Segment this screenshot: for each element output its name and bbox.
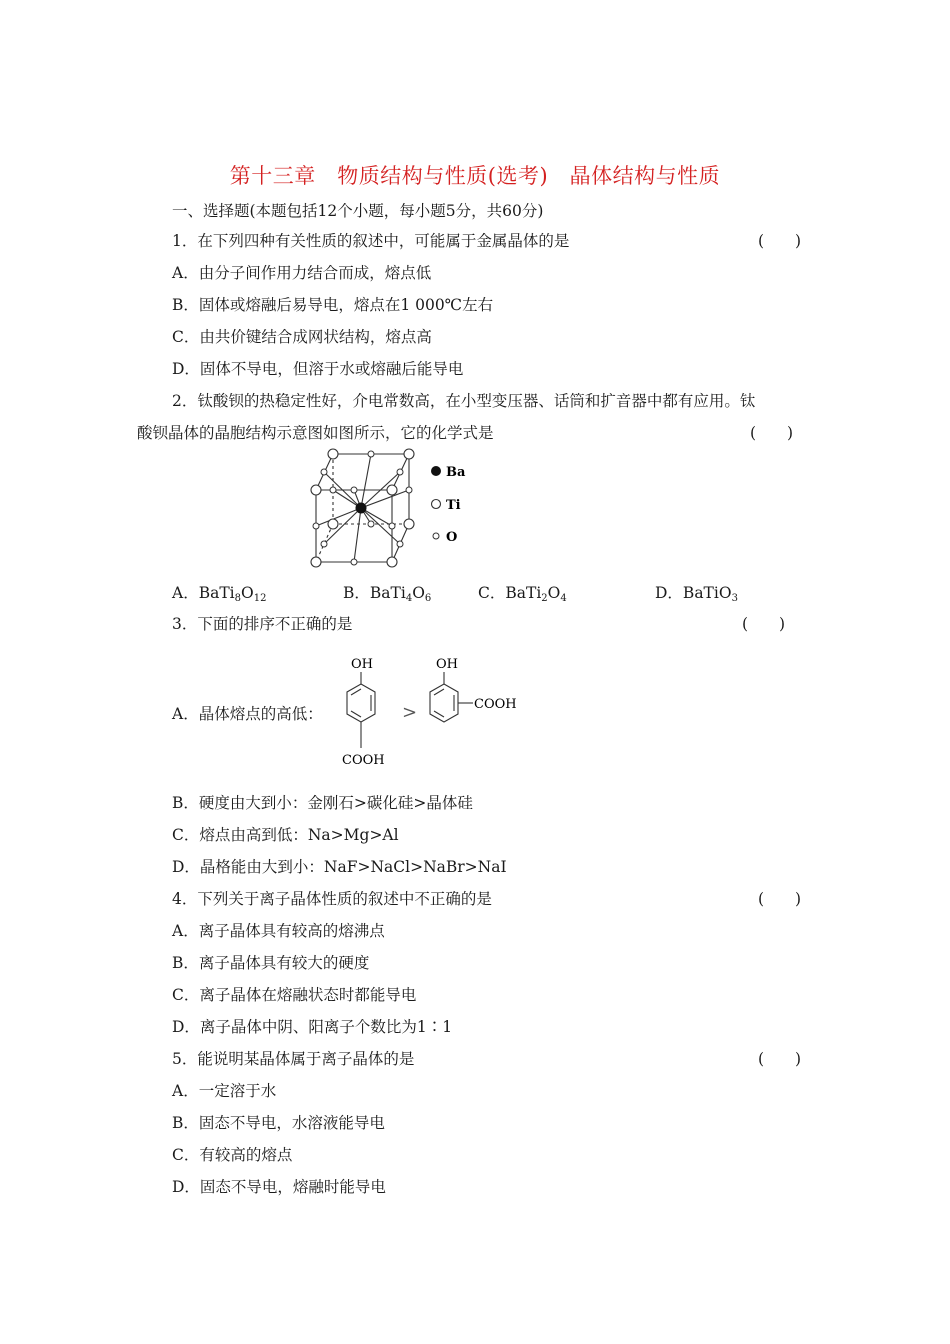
q1-option-b: B．固体或熔融后易导电，熔点在1 000℃左右: [172, 296, 494, 314]
q3-option-c: C．熔点由高到低：Na>Mg>Al: [172, 826, 399, 844]
q2-option-c: C．$BaTi_2O_4$: [478, 584, 567, 604]
q5-answer-paren: ( ): [758, 1050, 802, 1068]
q2-option-a: A．$BaTi_8O_{12}$: [172, 584, 267, 604]
q5-option-c: C．有较高的熔点: [172, 1146, 293, 1164]
q4-option-b: B．离子晶体具有较大的硬度: [172, 954, 370, 972]
q3-structures-figure: [328, 650, 538, 775]
q3-option-b: B．硬度由大到小：金刚石>碳化硅>晶体硅: [172, 794, 473, 812]
q5-option-d: D．固态不导电，熔融时能导电: [172, 1178, 386, 1196]
q3-option-a: A．晶体熔点的高低：: [172, 705, 323, 723]
legend-ti-label: Ti: [446, 498, 461, 513]
crystal-cell-figure: [300, 440, 480, 575]
section-heading: 一、选择题(本题包括12个小题，每小题5分，共60分): [172, 202, 544, 220]
q1-option-c: C．由共价键结合成网状结构，熔点高: [172, 328, 432, 346]
q3-greater-than: >: [402, 702, 418, 723]
q3-cooh-label-1: COOH: [342, 753, 385, 768]
q2-option-d: D．BaTiO$_3$: [655, 584, 738, 604]
q1-stem: 1．在下列四种有关性质的叙述中，可能属于金属晶体的是: [172, 232, 570, 250]
legend-ba-label: Ba: [446, 465, 466, 480]
q4-option-a: A．离子晶体具有较高的熔沸点: [172, 922, 385, 940]
q4-option-c: C．离子晶体在熔融状态时都能导电: [172, 986, 417, 1004]
q4-stem: 4．下列关于离子晶体性质的叙述中不正确的是: [172, 890, 492, 908]
q2-stem-line2: 酸钡晶体的晶胞结构示意图如图所示，它的化学式是: [137, 424, 494, 442]
q5-option-a: A．一定溶于水: [172, 1082, 277, 1100]
q2-option-b: B．$BaTi_4O_6$: [343, 584, 432, 604]
q1-option-d: D．固体不导电，但溶于水或熔融后能导电: [172, 360, 464, 378]
q2-answer-paren: ( ): [750, 424, 794, 442]
q1-answer-paren: ( ): [758, 232, 802, 250]
page-title: 第十三章 物质结构与性质(选考) 晶体结构与性质: [229, 164, 721, 188]
q4-answer-paren: ( ): [758, 890, 802, 908]
q4-option-d: D．离子晶体中阴、阳离子个数比为1∶1: [172, 1018, 453, 1036]
q3-oh-label-1: OH: [351, 657, 373, 672]
q2-stem-line1: 2．钛酸钡的热稳定性好，介电常数高，在小型变压器、话筒和扩音器中都有应用。钛: [172, 392, 756, 410]
q3-cooh-label-2: COOH: [474, 697, 517, 712]
q5-stem: 5．能说明某晶体属于离子晶体的是: [172, 1050, 415, 1068]
q5-option-b: B．固态不导电，水溶液能导电: [172, 1114, 385, 1132]
q1-option-a: A．由分子间作用力结合而成，熔点低: [172, 264, 432, 282]
q3-oh-label-2: OH: [436, 657, 458, 672]
q3-answer-paren: ( ): [742, 615, 786, 633]
q3-option-d: D．晶格能由大到小：NaF>NaCl>NaBr>NaI: [172, 858, 507, 876]
q3-stem: 3．下面的排序不正确的是: [172, 615, 353, 633]
legend-o-label: O: [446, 530, 458, 545]
